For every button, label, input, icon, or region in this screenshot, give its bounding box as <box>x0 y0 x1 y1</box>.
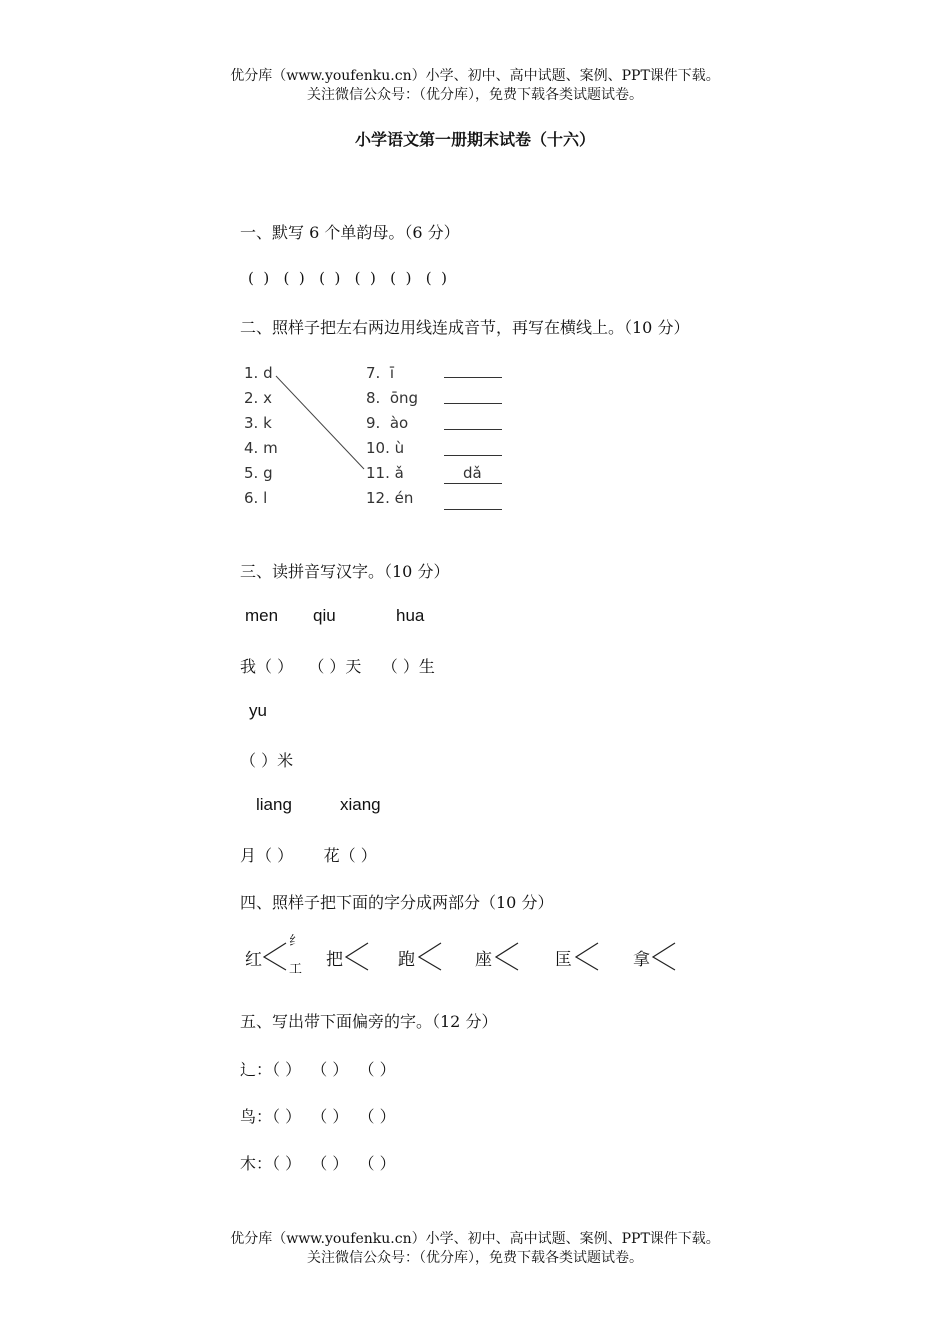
pinyin-men: men <box>245 606 279 625</box>
split-char: 匡 <box>555 950 572 970</box>
split-char: 拿 <box>633 950 650 970</box>
example-part-top: 纟 <box>289 934 303 949</box>
q3-words-row-2: （ ）米 <box>240 751 294 770</box>
split-bracket <box>264 943 286 970</box>
example-part-bottom: 工 <box>289 962 303 977</box>
pinyin-liang: liang <box>256 795 292 814</box>
q2-left-item: 5. g <box>244 464 273 482</box>
split-char: 跑 <box>398 950 415 970</box>
q5-prompt: 五、写出带下面偏旁的字。（12 分） <box>240 1012 498 1031</box>
q2-left-item: 2. x <box>244 389 272 407</box>
split-bracket <box>419 943 441 970</box>
q4-prompt: 四、照样子把下面的字分成两部分（10 分） <box>240 893 554 912</box>
header-line-2: 关注微信公众号：（优分库），免费下载各类试题试卷。 <box>307 87 643 103</box>
q2-right-item: 10. ù <box>366 439 405 457</box>
split-bracket <box>576 943 598 970</box>
footer-line-2: 关注微信公众号：（优分库），免费下载各类试题试卷。 <box>307 1250 643 1266</box>
q1-prompt: 一、默写 6 个单韵母。（6 分） <box>240 223 460 242</box>
exam-title: 小学语文第一册期末试卷（十六） <box>354 130 595 149</box>
radical-blanks: （ ） （ ） （ ） <box>272 1060 396 1079</box>
pinyin-xiang: xiang <box>340 795 381 814</box>
split-char: 红 <box>245 950 262 970</box>
q2-right-item: 11. ǎ <box>366 464 404 482</box>
header-line-1: 优分库（www.youfenku.cn）小学、初中、高中试题、案例、PPT课件下载。 <box>230 68 720 84</box>
q1-blanks: ( ) ( ) ( ) ( ) ( ) ( ) <box>248 269 447 287</box>
radical-blanks: （ ） （ ） （ ） <box>272 1154 396 1173</box>
q5-radical-row <box>240 1057 396 1080</box>
example-answer: dǎ <box>463 464 482 482</box>
split-bracket <box>346 943 368 970</box>
q3-words-row-3: 月（ ） 花（ ） <box>240 846 377 865</box>
q5-radical-row <box>240 1104 396 1127</box>
q3-words-row-1: 我（ ） （ ）天 （ ）生 <box>240 657 435 676</box>
q2-right-item: 7. ī <box>366 364 395 382</box>
split-bracket <box>653 943 675 970</box>
q2-right-item: 9. ào <box>366 414 409 432</box>
q2-left-item: 3. k <box>244 414 272 432</box>
radical-label: 鸟： <box>240 1107 273 1126</box>
q2-left-item: 4. m <box>244 439 278 457</box>
q2-prompt: 二、照样子把左右两边用线连成音节，再写在横线上。（10 分） <box>240 318 690 337</box>
q3-prompt: 三、读拼音写汉字。（10 分） <box>240 562 450 581</box>
pinyin-hua: hua <box>396 606 425 625</box>
radical-blanks: （ ） （ ） （ ） <box>272 1107 396 1126</box>
q2-right-item: 12. én <box>366 489 414 507</box>
radical-label: 木： <box>240 1154 273 1173</box>
split-char: 座 <box>475 950 492 970</box>
pinyin-yu: yu <box>249 701 267 720</box>
split-bracket <box>496 943 518 970</box>
q2-left-item: 6. l <box>244 489 268 507</box>
q5-radical-row <box>240 1151 396 1174</box>
q2-right-item: 8. ōng <box>366 389 419 407</box>
footer-line-1: 优分库（www.youfenku.cn）小学、初中、高中试题、案例、PPT课件下载。 <box>230 1231 720 1247</box>
radical-label: 辶： <box>240 1060 273 1079</box>
pinyin-qiu: qiu <box>313 606 336 625</box>
q2-left-item: 1. d <box>244 364 273 382</box>
split-char: 把 <box>326 950 343 970</box>
